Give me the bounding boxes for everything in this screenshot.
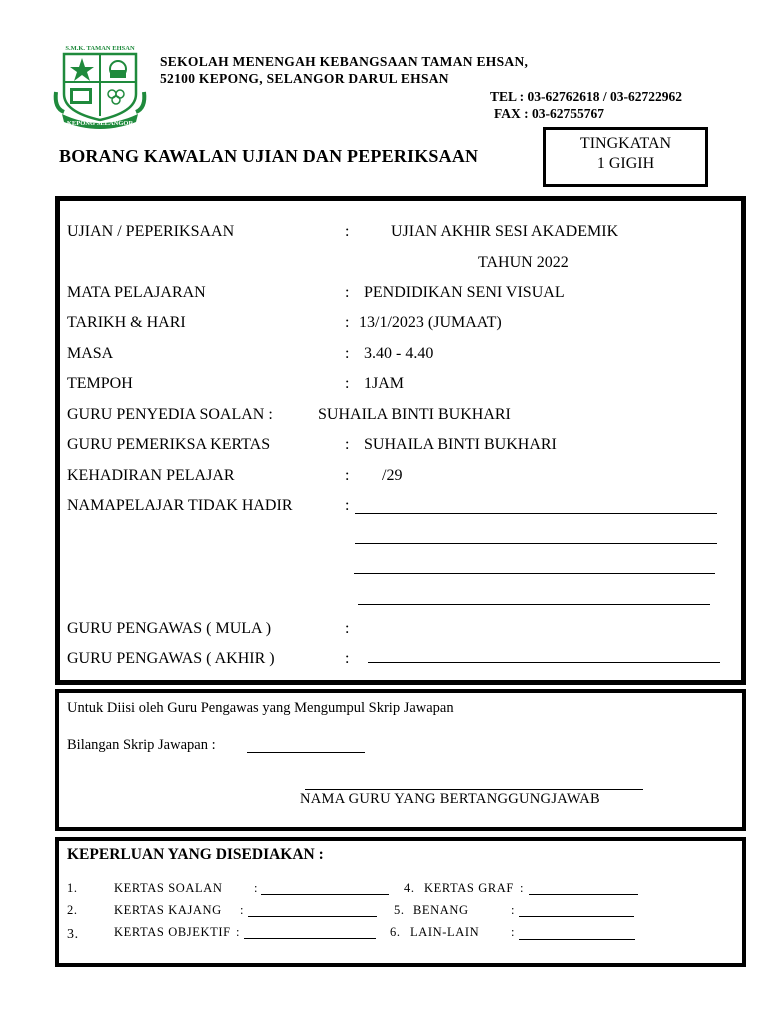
row-label-mata-pelajaran: MATA PELAJARAN: [67, 284, 206, 301]
absent-name-line-1[interactable]: [355, 513, 717, 514]
telephone: TEL : 03-62762618 / 03-62722962: [490, 89, 683, 104]
item-label-kertas-kajang: KERTAS KAJANG: [114, 903, 222, 917]
row-label-guru-pemeriksa: GURU PEMERIKSA KERTAS: [67, 436, 271, 453]
row-value-guru-pemeriksa: SUHAILA BINTI BUKHARI: [364, 436, 557, 453]
tingkatan-label: TINGKATAN: [579, 135, 672, 152]
requirements-title: KEPERLUAN YANG DISEDIAKAN :: [67, 846, 324, 863]
row-label-ujian: UJIAN / PEPERIKSAAN: [67, 223, 235, 240]
item-colon: :: [511, 925, 516, 939]
item-line-kertas-objektif[interactable]: [244, 938, 376, 939]
row-colon: :: [345, 284, 350, 301]
row-label-tempoh: TEMPOH: [67, 375, 133, 392]
absent-name-line-2[interactable]: [355, 543, 717, 544]
row-label-masa: MASA: [67, 345, 114, 362]
tingkatan-value: 1 GIGIH: [596, 155, 655, 172]
row-colon: :: [345, 467, 350, 484]
row-colon: :: [345, 223, 350, 240]
row-label-tidak-hadir: NAMAPELAJAR TIDAK HADIR: [67, 497, 293, 514]
form-title: BORANG KAWALAN UJIAN DAN PEPERIKSAAN: [59, 146, 479, 166]
row-value-mata-pelajaran: PENDIDIKAN SENI VISUAL: [364, 284, 565, 301]
script-count-line[interactable]: [247, 752, 365, 753]
item-line-lain-lain[interactable]: [519, 939, 635, 940]
item-colon: :: [240, 903, 245, 917]
item-label-benang: BENANG: [413, 903, 469, 917]
item-colon: :: [511, 903, 516, 917]
logo-top-text: S.M.K. TAMAN EHSAN: [65, 45, 135, 52]
row-value-tarikh: 13/1/2023 (JUMAAT): [359, 314, 502, 331]
absent-name-line-4[interactable]: [358, 604, 710, 605]
item-number: 2.: [67, 903, 78, 917]
row-colon: :: [345, 620, 350, 637]
fax: FAX : 03-62755767: [494, 106, 604, 121]
item-number: 6.: [390, 925, 401, 939]
school-address: 52100 KEPONG, SELANGOR DARUL EHSAN: [160, 71, 449, 86]
row-colon: :: [345, 375, 350, 392]
item-colon: :: [520, 881, 525, 895]
row-value-kehadiran: /29: [382, 467, 403, 484]
pengawas-akhir-line[interactable]: [368, 662, 720, 663]
item-colon: :: [254, 881, 259, 895]
row-label-kehadiran: KEHADIRAN PELAJAR: [67, 467, 235, 484]
signature-label: NAMA GURU YANG BERTANGGUNGJAWAB: [300, 791, 601, 807]
row-colon: :: [345, 345, 350, 362]
item-colon: :: [236, 925, 241, 939]
item-line-kertas-graf[interactable]: [529, 894, 638, 895]
item-number: 4.: [404, 881, 415, 895]
row-value-masa: 3.40 - 4.40: [364, 345, 434, 362]
item-line-benang[interactable]: [519, 916, 634, 917]
absent-name-line-3[interactable]: [354, 573, 715, 574]
collect-title: Untuk Diisi oleh Guru Pengawas yang Mengumpul Skrip Jawapan: [67, 700, 454, 716]
item-label-kertas-objektif: KERTAS OBJEKTIF: [114, 925, 231, 939]
row-label-tarikh: TARIKH & HARI: [67, 314, 186, 331]
item-number: 3.: [67, 927, 79, 942]
row-value-ujian: UJIAN AKHIR SESI AKADEMIK: [391, 223, 619, 240]
row-value-tahun: TAHUN 2022: [478, 254, 569, 271]
item-number: 1.: [67, 881, 78, 895]
row-value-tempoh: 1JAM: [364, 375, 405, 392]
item-label-kertas-graf: KERTAS GRAF: [424, 881, 514, 895]
row-colon: :: [345, 436, 350, 453]
item-line-kertas-soalan[interactable]: [261, 894, 389, 895]
school-crest-logo: [50, 42, 150, 130]
row-colon: :: [345, 650, 350, 667]
item-label-lain-lain: LAIN-LAIN: [410, 925, 480, 939]
row-label-pengawas-akhir: GURU PENGAWAS ( AKHIR ): [67, 650, 275, 667]
row-colon: :: [345, 497, 350, 514]
row-colon: :: [345, 314, 350, 331]
row-label-guru-penyedia: GURU PENYEDIA SOALAN :: [67, 406, 273, 423]
row-label-pengawas-mula: GURU PENGAWAS ( MULA ): [67, 620, 272, 637]
school-name: SEKOLAH MENENGAH KEBANGSAAN TAMAN EHSAN,: [160, 54, 529, 69]
signature-line[interactable]: [305, 789, 643, 790]
item-number: 5.: [394, 903, 405, 917]
row-value-guru-penyedia: SUHAILA BINTI BUKHARI: [318, 406, 511, 423]
script-count-label: Bilangan Skrip Jawapan :: [67, 737, 216, 753]
item-label-kertas-soalan: KERTAS SOALAN: [114, 881, 223, 895]
item-line-kertas-kajang[interactable]: [248, 916, 377, 917]
tingkatan-box: [543, 127, 708, 187]
logo-bottom-text: KEPONG SELANGOR: [66, 120, 134, 127]
